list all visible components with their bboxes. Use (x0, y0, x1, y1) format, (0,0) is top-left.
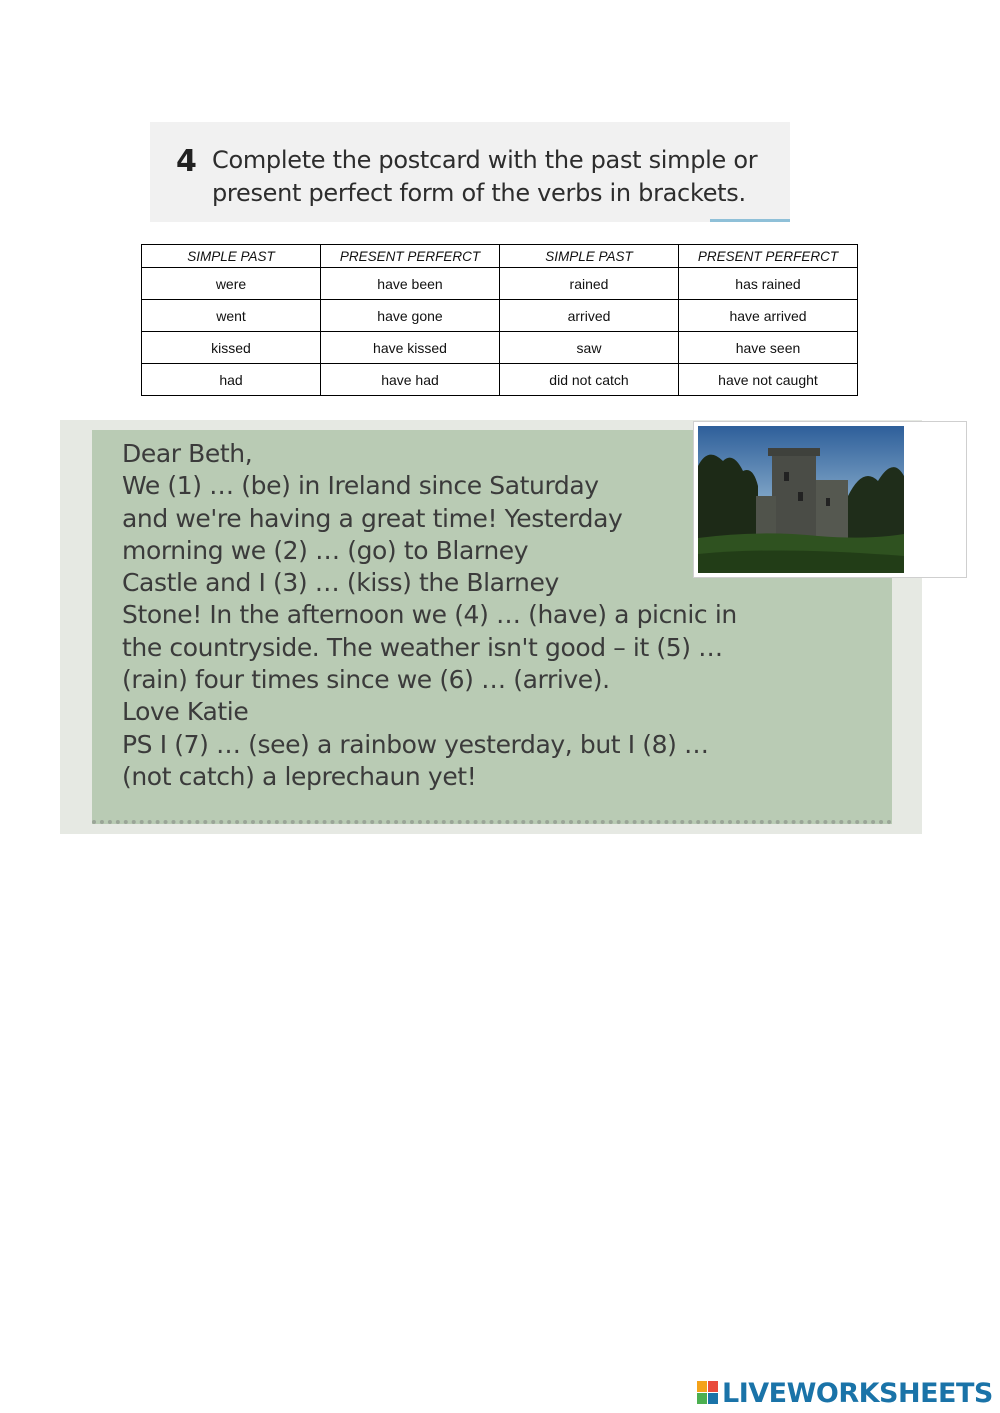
answer-cell[interactable]: has rained (679, 268, 858, 300)
answer-cell[interactable]: went (142, 300, 321, 332)
postcard-line: (not catch) a leprechaun yet! (122, 761, 477, 791)
answer-cell[interactable]: have not caught (679, 364, 858, 396)
liveworksheets-logo[interactable] (697, 1378, 993, 1408)
postcard-line: (rain) four times since we (6) … (arrive). (122, 665, 610, 695)
answer-cell[interactable]: have seen (679, 332, 858, 364)
header-divider (710, 219, 790, 222)
answer-cell[interactable]: did not catch (500, 364, 679, 396)
exercise-number: 4 (176, 144, 197, 179)
postcard-line: We (1) … (be) in Ireland since Saturday (122, 471, 599, 501)
table-row (142, 300, 858, 332)
answer-cell[interactable]: have been (321, 268, 500, 300)
answer-cell[interactable]: were (142, 268, 321, 300)
logo-badge-icon (697, 1381, 719, 1405)
table-row (142, 268, 858, 300)
answer-cell[interactable]: have arrived (679, 300, 858, 332)
column-header: SIMPLE PAST (500, 245, 679, 268)
answer-table (141, 244, 858, 396)
column-header: PRESENT PERFERCT (679, 245, 858, 268)
answer-cell[interactable]: rained (500, 268, 679, 300)
postcard-line: Love Katie (122, 697, 249, 727)
postcard-line: morning we (2) … (go) to Blarney (122, 535, 529, 565)
postcard-line: Dear Beth, (122, 439, 253, 468)
answer-cell[interactable]: saw (500, 332, 679, 364)
table-row (142, 364, 858, 396)
postcard-line: the countryside. The weather isn't good – it (5) … (122, 632, 723, 662)
answer-cell[interactable]: kissed (142, 332, 321, 364)
postcard-line: Stone! In the afternoon we (4) … (have) a picnic in (122, 600, 737, 630)
postcard-line: and we're having a great time! Yesterday (122, 503, 623, 533)
answer-cell[interactable]: had (142, 364, 321, 396)
answer-cell[interactable]: have gone (321, 300, 500, 332)
postcard-line: PS I (7) … (see) a rainbow yesterday, but I (8) … (122, 729, 709, 759)
answer-cell[interactable]: arrived (500, 300, 679, 332)
castle-photo-icon (698, 426, 904, 573)
castle-photo (694, 422, 966, 577)
column-header: SIMPLE PAST (142, 245, 321, 268)
exercise-header (150, 122, 790, 222)
postcard-line: Castle and I (3) … (kiss) the Blarney (122, 568, 559, 598)
postcard (60, 420, 922, 834)
logo-text: LIVEWORKSHEETS (722, 1377, 993, 1409)
table-header-row (142, 245, 858, 268)
instruction-line-2: present perfect form of the verbs in brackets. (212, 179, 746, 207)
answer-cell[interactable]: have had (321, 364, 500, 396)
column-header: PRESENT PERFERCT (321, 245, 500, 268)
answer-cell[interactable]: have kissed (321, 332, 500, 364)
table-row (142, 332, 858, 364)
instruction-line-1: Complete the postcard with the past simple or (212, 146, 758, 174)
exercise-instruction (212, 144, 772, 210)
